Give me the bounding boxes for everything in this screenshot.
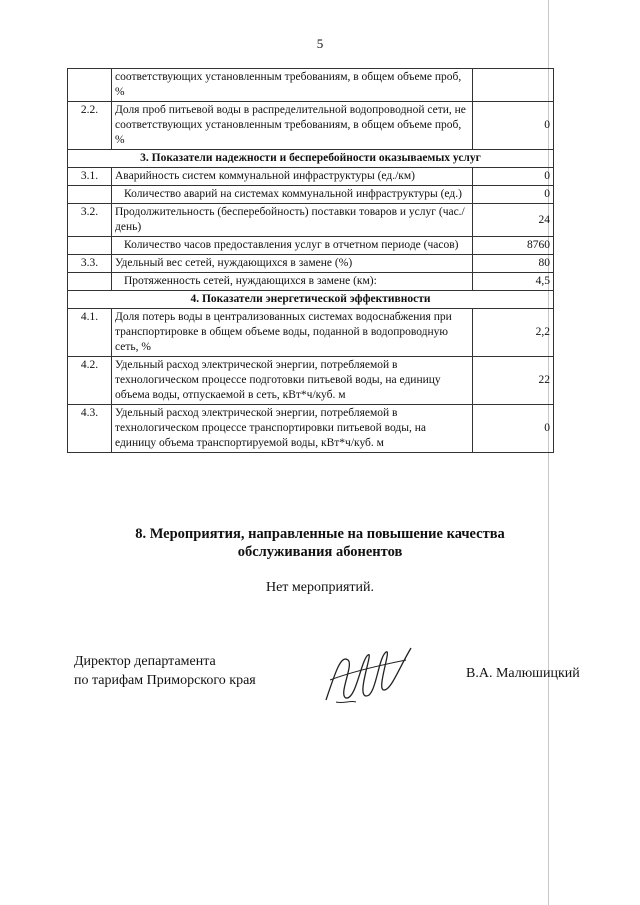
- row-number: 3.2.: [68, 204, 112, 237]
- signer-title-line-1: Директор департамента: [74, 654, 216, 669]
- row-number: 3.3.: [68, 255, 112, 273]
- handwritten-signature: [316, 640, 416, 710]
- table-row: [68, 102, 554, 150]
- row-number: [68, 237, 112, 255]
- row-label: Количество часов предоставления услуг в отчетном периоде (часов): [112, 237, 473, 255]
- page-number: 5: [316, 36, 324, 51]
- row-value: 22: [473, 357, 554, 405]
- row-label: Удельный расход электрической энергии, потребляемой в технологическом процессе подготовки питьевой воды, на единицу объема воды, отпускаемой в сеть, кВт*ч/куб. м: [112, 357, 473, 405]
- row-number: 2.2.: [68, 102, 112, 150]
- table-row: [68, 69, 554, 102]
- signer-name: В.А. Малюшицкий: [466, 666, 580, 681]
- table-row: [68, 357, 554, 405]
- row-value: 2,2: [473, 309, 554, 357]
- no-measures-text: Нет мероприятий.: [265, 580, 375, 595]
- table-row: [68, 255, 554, 273]
- row-number: 4.3.: [68, 405, 112, 453]
- table-row: [68, 186, 554, 204]
- table-row: [68, 405, 554, 453]
- row-label: Удельный вес сетей, нуждающихся в замене (%): [112, 255, 473, 273]
- row-value: 24: [473, 204, 554, 237]
- section-title: 4. Показатели энергетической эффективности: [68, 291, 554, 309]
- row-label: соответствующих установленным требованиям, в общем объеме проб, %: [112, 69, 473, 102]
- table-row: [68, 204, 554, 237]
- row-number: [68, 69, 112, 102]
- table-row: [68, 168, 554, 186]
- row-label: Протяженность сетей, нуждающихся в замене (км):: [112, 273, 473, 291]
- row-label: Доля потерь воды в централизованных системах водоснабжения при транспортировке в общем объеме воды, поданной в водопроводную сеть, %: [112, 309, 473, 357]
- row-value: 8760: [473, 237, 554, 255]
- row-label: Аварийность систем коммунальной инфраструктуры (ед./км): [112, 168, 473, 186]
- row-number: 4.1.: [68, 309, 112, 357]
- row-label: Продолжительность (бесперебойность) поставки товаров и услуг (час./день): [112, 204, 473, 237]
- measures-heading-line-2: обслуживания абонентов: [237, 544, 403, 560]
- row-value: 80: [473, 255, 554, 273]
- row-value: 0: [473, 186, 554, 204]
- signer-title: [74, 652, 256, 690]
- row-label: Количество аварий на системах коммунальной инфраструктуры (ед.): [112, 186, 473, 204]
- row-number: [68, 186, 112, 204]
- table-row: [68, 273, 554, 291]
- row-value: 4,5: [473, 273, 554, 291]
- row-label: Доля проб питьевой воды в распределительной водопроводной сети, не соответствующих установленным требованиям, в общем объеме проб, %: [112, 102, 473, 150]
- section-row: [68, 291, 554, 309]
- table-row: [68, 309, 554, 357]
- row-value: [473, 69, 554, 102]
- row-number: 4.2.: [68, 357, 112, 405]
- row-number: [68, 273, 112, 291]
- row-value: 0: [473, 405, 554, 453]
- measures-heading: [0, 525, 640, 561]
- row-label: Удельный расход электрической энергии, потребляемой в технологическом процессе транспортировки питьевой воды, на единицу объема транспортируемой воды, кВт*ч/куб. м: [112, 405, 473, 453]
- row-number: 3.1.: [68, 168, 112, 186]
- row-value: 0: [473, 102, 554, 150]
- signer-title-line-2: по тарифам Приморского края: [74, 673, 256, 688]
- measures-heading-line-1: 8. Мероприятия, направленные на повышение качества: [135, 526, 505, 542]
- indicators-table: [67, 68, 554, 453]
- table-row: [68, 237, 554, 255]
- section-row: [68, 150, 554, 168]
- section-title: 3. Показатели надежности и бесперебойности оказываемых услуг: [68, 150, 554, 168]
- row-value: 0: [473, 168, 554, 186]
